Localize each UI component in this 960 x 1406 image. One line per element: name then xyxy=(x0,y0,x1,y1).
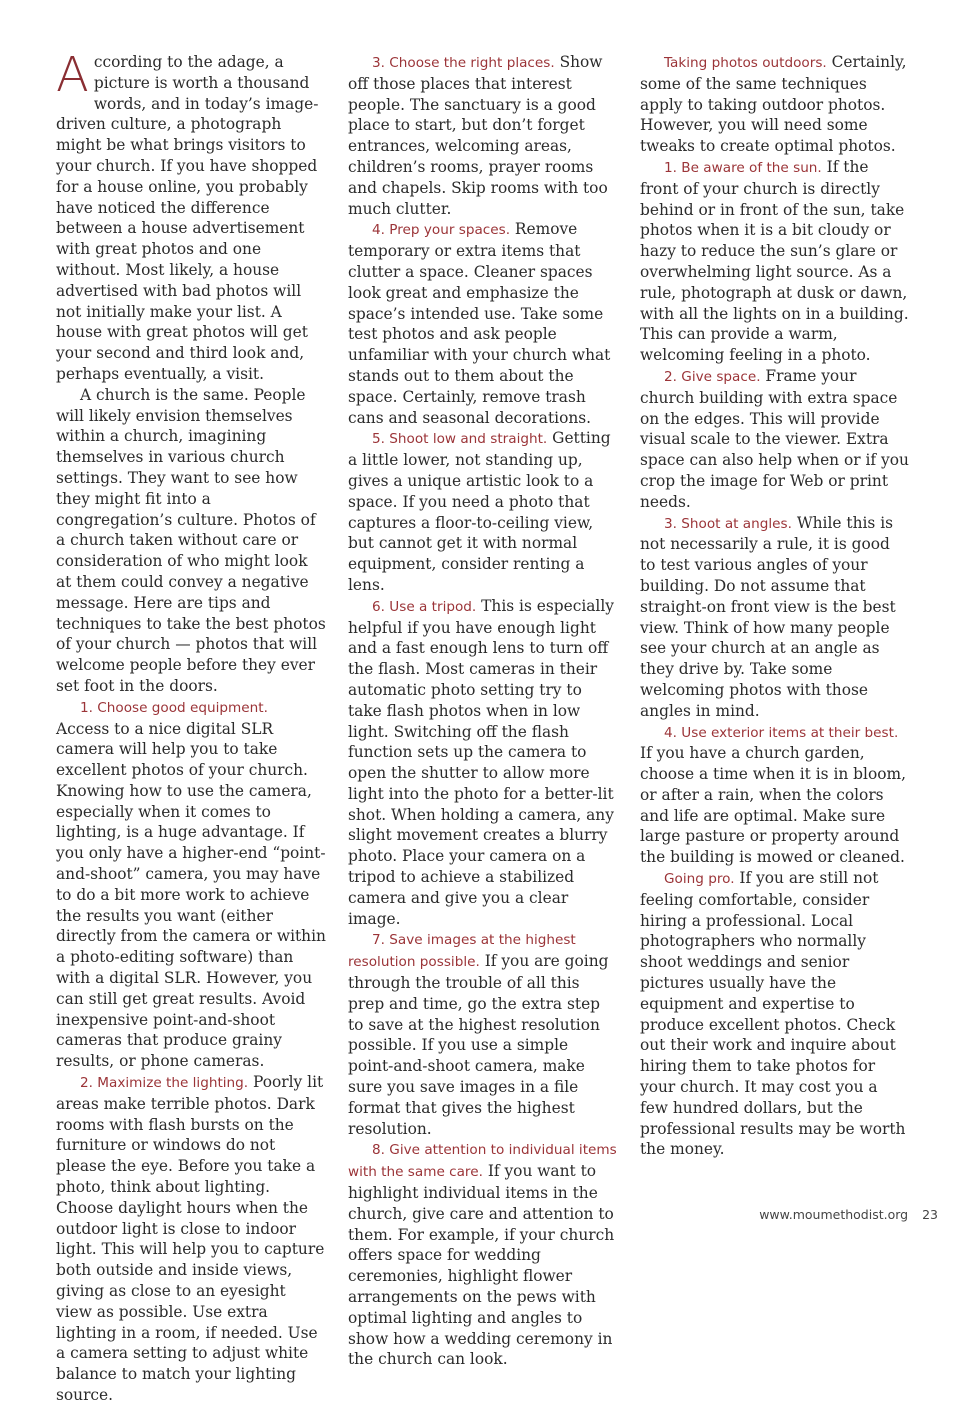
tip-outdoor-1 xyxy=(640,157,910,366)
tip-heading: 2. Maximize the lighting. xyxy=(80,1075,249,1092)
tip-text: If you want to highlight individual items in the church, give care and attention to them. For example, if your church offers space for wedding ceremonies, highlight flower arrangements on the pews with optimal lighting and angles to show how a wedding ceremony in the church can look. xyxy=(348,1162,615,1369)
tip-outdoor-2 xyxy=(640,366,910,513)
column-2 xyxy=(348,52,618,1370)
going-pro xyxy=(640,868,910,1160)
column-3 xyxy=(640,52,910,1160)
tip-heading: 8. Give attention to individual items with the same care. xyxy=(348,1142,617,1181)
website-url[interactable]: www.moumethodist.org xyxy=(759,1207,909,1222)
tip-text: Show off those places that interest people. The sanctuary is a good place to start, but don’t forget entrances, welcoming areas, children’s rooms, prayer rooms and chapels. Skip rooms with too much clutter. xyxy=(348,53,608,218)
tip-text: If you have a church garden, choose a time when it is in bloom, or after a rain, when the colors and life are optimal. Make sure large pasture or property around the building is mowed or cleaned. xyxy=(640,744,906,867)
tip-indoor-6 xyxy=(348,596,618,930)
tip-text: If the front of your church is directly behind or in front of the sun, take photos when it is a bit cloudy or hazy to reduce the sun’s glare or overwhelming light source. As a rule, photograph at dusk or dawn, with all the lights on in a building. This can provide a warm, welcoming feeling in a photo. xyxy=(640,157,909,365)
tip-indoor-2 xyxy=(56,1072,326,1406)
section-text: Certainly, some of the same techniques apply to taking outdoor photos. However, you will need some tweaks to create optimal photos. xyxy=(640,53,907,156)
intro-paragraph xyxy=(56,47,326,385)
outdoor-intro xyxy=(640,52,910,157)
tip-heading: 1. Be aware of the sun. xyxy=(664,159,822,176)
tip-text: Getting a little lower, not standing up, gives a unique artistic look to a space. If you need a photo that captures a floor-to-ceiling view, but cannot get it with normal equipment, consider renting a lens. xyxy=(348,429,611,594)
tip-outdoor-4 xyxy=(640,722,910,869)
page-footer xyxy=(759,1207,938,1222)
tip-heading: 4. Use exterior items at their best. xyxy=(664,724,899,741)
tip-heading: 4. Prep your spaces. xyxy=(372,222,511,239)
tip-indoor-4 xyxy=(348,219,618,428)
tip-indoor-1 xyxy=(56,697,326,1072)
tip-indoor-5 xyxy=(348,428,618,595)
page-number: 23 xyxy=(922,1207,938,1222)
column-1 xyxy=(56,47,326,1406)
tip-text: If you are going through the trouble of all this prep and time, go the extra step to save at the highest resolution possible. If you use a simple point-and-shoot camera, make sure you save images in a file format that gives the highest resolution. xyxy=(348,952,609,1138)
tip-heading: 3. Shoot at angles. xyxy=(664,515,792,532)
tip-outdoor-3 xyxy=(640,513,910,722)
tip-heading: 3. Choose the right places. xyxy=(372,55,555,71)
tip-text: This is especially helpful if you have enough light and a fast enough lens to turn off the flash. Most cameras in their automatic photo setting try to take flash photos when in low light. Switching off the flash function sets up the camera to open the shutter to allow more light into the photo for a better-lit shot. When holding a camera, any slight movement creates a blurry photo. Place your camera on a tripod to achieve a stabilized camera and give you a clear image. xyxy=(348,596,614,928)
tip-indoor-8 xyxy=(348,1139,618,1370)
tip-text: Poorly lit areas make terrible photos. Dark rooms with flash bursts on the furniture or windows do not please the eye. Before you take a photo, think about lighting. Choose daylight hours when the outdoor light is close to indoor light. This will help you to capture both outside and inside views, giving as close to an eyesight view as possible. Use extra lighting in a room, if needed. Use a camera setting to adjust white balance to match your lighting source. xyxy=(56,1073,325,1404)
tip-text: Remove temporary or extra items that clutter a space. Cleaner spaces look great and emphasize the space’s intended use. Take some test photos and ask people unfamiliar with your church what stands out to them about the space. Certainly, remove trash cans and seasonal decorations. xyxy=(348,220,611,427)
tip-indoor-3 xyxy=(348,52,618,219)
tip-heading: 7. Save images at the highest resolution possible. xyxy=(348,932,576,971)
section-text: If you are still not feeling comfortable, consider hiring a professional. Local photographers who normally shoot weddings and senior pictures usually have the equipment and expertise to produce excellent photos. Check out their work and inquire about hiring them to take photos for your church. It may cost you a few hundred dollars, but the professional results may be worth the money. xyxy=(640,869,906,1159)
section-heading: Going pro. xyxy=(664,871,735,888)
section-heading: Taking photos outdoors. xyxy=(664,55,827,71)
tip-heading: 6. Use a tripod. xyxy=(372,598,477,615)
tip-text: While this is not necessarily a rule, it is good to test various angles of your building. Do not assume that straight-on front view is the best view. Think of how many people see your church at an angle as they drive by. Take some welcoming photos with those angles in mind. xyxy=(640,513,896,720)
drop-cap: A xyxy=(56,47,89,103)
intro-text: ccording to the adage, a picture is worth a thousand words, and in today’s image-driven culture, a photograph might be what brings visitors to your church. If you have shopped for a house online, you probably have noticed the difference between a house advertisement with great photos and one without. Most likely, a house advertised with bad photos will not initially make your list. A house with great photos will get your second and third look and, perhaps eventually, a visit. xyxy=(56,53,319,383)
tip-text: Access to a nice digital SLR camera will help you to take excellent photos of your church. Knowing how to use the camera, especially when it comes to lighting, is a huge advantage. If you only have a higher-end “point-and-shoot” camera, you may have to do a bit more work to achieve the results you want (either directly from the camera or within a photo-editing software) than with a digital SLR. However, you can still get great results. Avoid inexpensive point-and-shoot cameras that produce grainy results, or phone cameras. xyxy=(56,719,326,1071)
tip-heading: 5. Shoot low and straight. xyxy=(372,431,548,448)
intro-paragraph-2: A church is the same. People will likely envision themselves within a church, imagining themselves in various church settings. They want to see how they might fit into a congregation’s culture. Photos of a church taken without care or consideration of who might look at them could convey a negative message. Here are tips and techniques to take the best photos of your church — photos that will welcome people before they ever set foot in the doors. xyxy=(56,385,326,695)
tip-heading: 2. Give space. xyxy=(664,368,761,385)
tip-text: Frame your church building with extra space on the edges. This will provide visual scale to the viewer. Extra space can also help when or if you crop the image for Web or print needs. xyxy=(640,366,909,511)
tip-indoor-7 xyxy=(348,929,618,1139)
tip-heading: 1. Choose good equipment. xyxy=(80,699,268,716)
